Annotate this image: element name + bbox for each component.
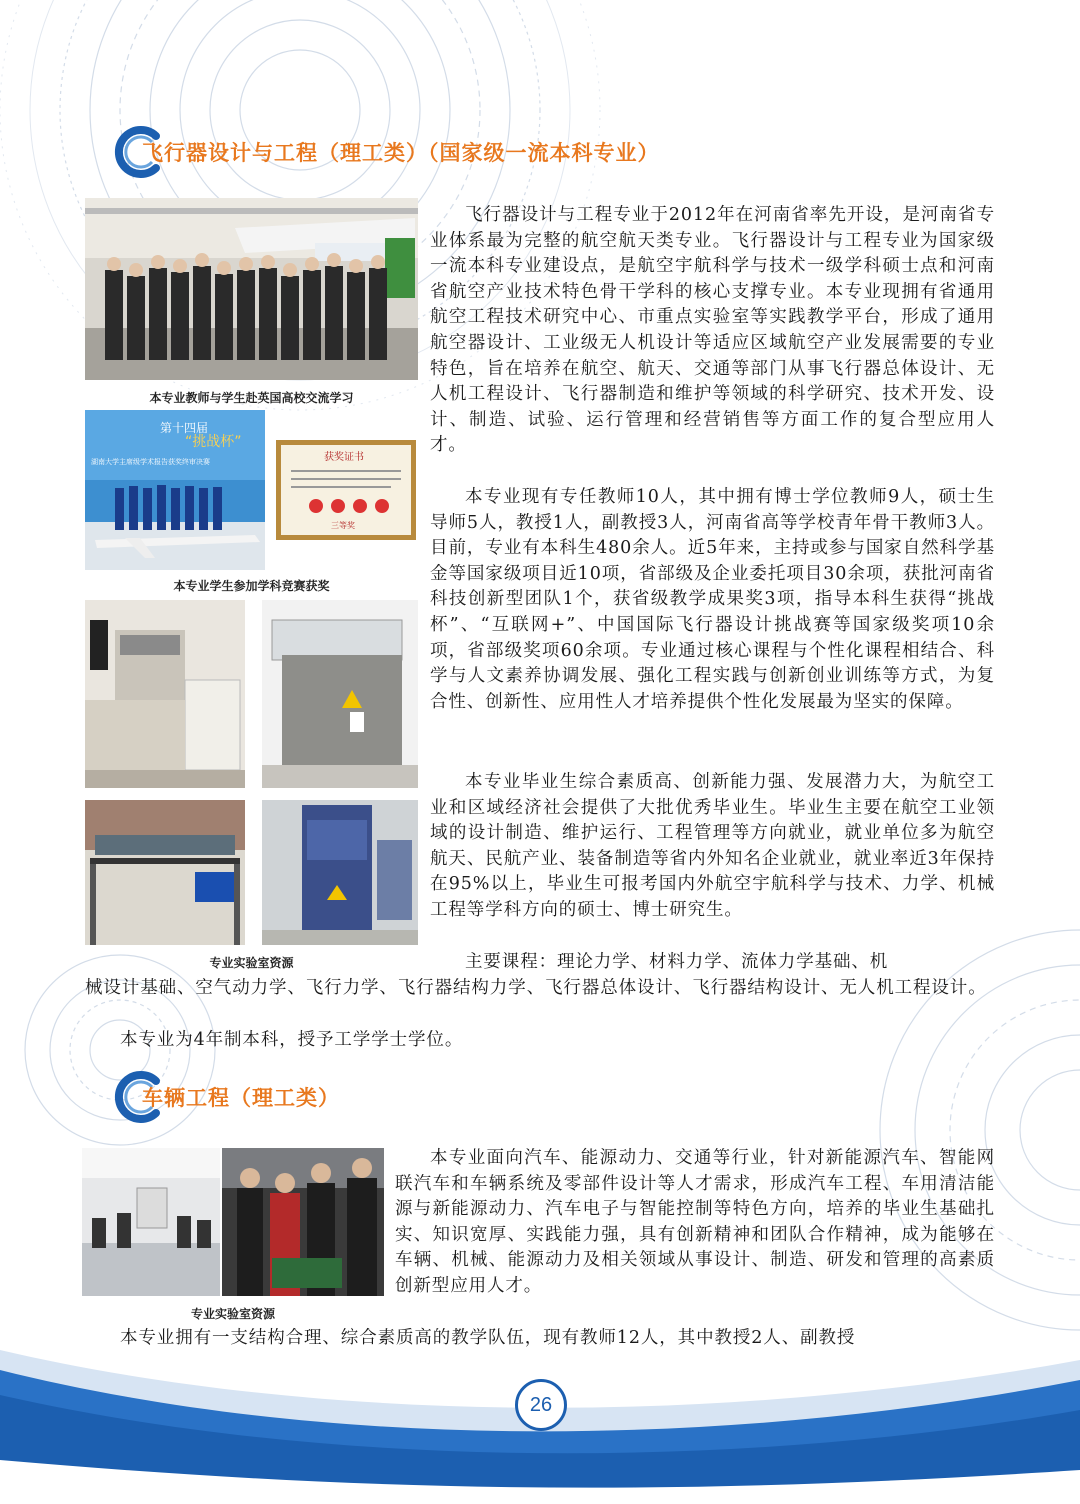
paragraph-courses-start: 主要课程：理论力学、材料力学、流体力学基础、机: [465, 952, 889, 972]
photo-caption-vehicle-lab: 专业实验室资源: [190, 1307, 275, 1321]
paragraph-vehicle-faculty: 本专业拥有一支结构合理、综合素质高的教学队伍，现有教师12人，其中教授2人、副教授: [120, 1328, 856, 1348]
poster-cup-text: “挑战杯”: [185, 434, 242, 450]
photo-lab-equipment-4: [262, 800, 418, 945]
paragraph-courses-rest: 械设计基础、空气动力学、飞行力学、飞行器结构力学、飞行器总体设计、飞行器结构设计、无人机工程设计。: [85, 978, 987, 998]
certificate-prize-text: 三等奖: [331, 521, 355, 530]
paragraph-faculty: 本专业现有专任教师10人，其中拥有博士学位教师9人，硕士生导师5人，教授1人，副教授3人，河南省高等学校青年骨干教师3人。目前，专业有本科生480余人。近5年来，主持或参与国家自然科学基金等国家级项目近10项，省部级及企业委托项目30余项，获批河南省科技创新型团队1个，获省级教学成果奖3项，指导本科生获得“挑战杯”、“互联网+”、中国国际飞行器设计挑战赛等国家级奖项10余项，省部级奖项60余项。专业通过核心课程与个性化课程相结合、科学与人文素养协调发展、强化工程实践与创新创业训练等方式，为复合性、创新性、应用性人才培养提供个性化发展最为坚实的保障。: [430, 487, 995, 712]
paragraph-degree: 本专业为4年制本科，授予工学学士学位。: [120, 1030, 464, 1050]
page-number: 26: [515, 1379, 567, 1431]
paragraph-vehicle-intro: 本专业面向汽车、能源动力、交通等行业，针对新能源汽车、智能网联汽车和车辆系统及零部件设计等人才需求，形成汽车工程、车用清洁能源与新能源动力、汽车电子与智能控制等特色方向，培养的毕业生基础扎实、知识宽厚、实践能力强，具有创新精神和团队合作精神，成为能够在车辆、机械、能源动力及相关领域从事设计、制造、研发和管理的高素质创新型应用人才。: [395, 1148, 995, 1296]
section-heading-vehicle: [112, 1071, 340, 1123]
certificate-title-text: 获奖证书: [324, 452, 364, 463]
photo-award-certificate: [276, 440, 416, 540]
photo-lab-equipment-2: [262, 600, 418, 788]
photo-lab-equipment-3: [85, 800, 245, 945]
paragraph-graduates: 本专业毕业生综合素质高、创新能力强、发展潜力大，为航空工业和区域经济社会提供了大批优秀毕业生。毕业生主要在航空工业领域的设计制造、维护运行、工程管理等方向就业，就业单位多为航空航天、民航产业、装备制造等省内外知名企业就业，就业率近3年保持在95%以上，毕业生可报考国内外航空宇航科学与技术、力学、机械工程等学科方向的硕士、博士研究生。: [430, 772, 995, 920]
section-title-vehicle: 车辆工程（理工类）: [142, 1086, 340, 1110]
section-heading-aircraft: [112, 126, 660, 178]
photo-caption-exchange: 本专业教师与学生赴英国高校交流学习: [149, 391, 354, 405]
photo-lab-equipment-1: [85, 600, 245, 788]
photo-competition-team: [85, 410, 265, 570]
photo-caption-competition: 本专业学生参加学科竞赛获奖: [173, 579, 330, 593]
photo-caption-lab: 专业实验室资源: [209, 956, 294, 970]
photo-vehicle-students: [222, 1148, 384, 1296]
poster-subtitle-text: 湖南大学主席级学术报告获奖终审决赛: [91, 458, 210, 466]
section-title-aircraft: 飞行器设计与工程（理工类）（国家级一流本科专业）: [142, 141, 660, 165]
paragraph-intro: 飞行器设计与工程专业于2012年在河南省率先开设，是河南省专业体系最为完整的航空航天类专业。飞行器设计与工程专业为国家级一流本科专业建设点，是航空宇航科学与技术一级学科硕士点和河南省航空产业技术特色骨干学科的核心支撑专业。本专业现拥有省通用航空工程技术研究中心、市重点实验室等实践教学平台，形成了通用航空器设计、工业级无人机设计等适应区域航空产业发展需要的专业特色，旨在培养在航空、航天、交通等部门从事飞行器总体设计、无人机工程设计、飞行器制造和维护等领域的科学研究、技术开发、设计、制造、试验、运行管理和经营销售等方面工作的复合型应用人才。: [430, 205, 995, 456]
poster-event-text: 第十四届: [160, 421, 209, 435]
photo-exchange-group: [85, 198, 418, 380]
photo-vehicle-lab-hall: [82, 1148, 220, 1296]
